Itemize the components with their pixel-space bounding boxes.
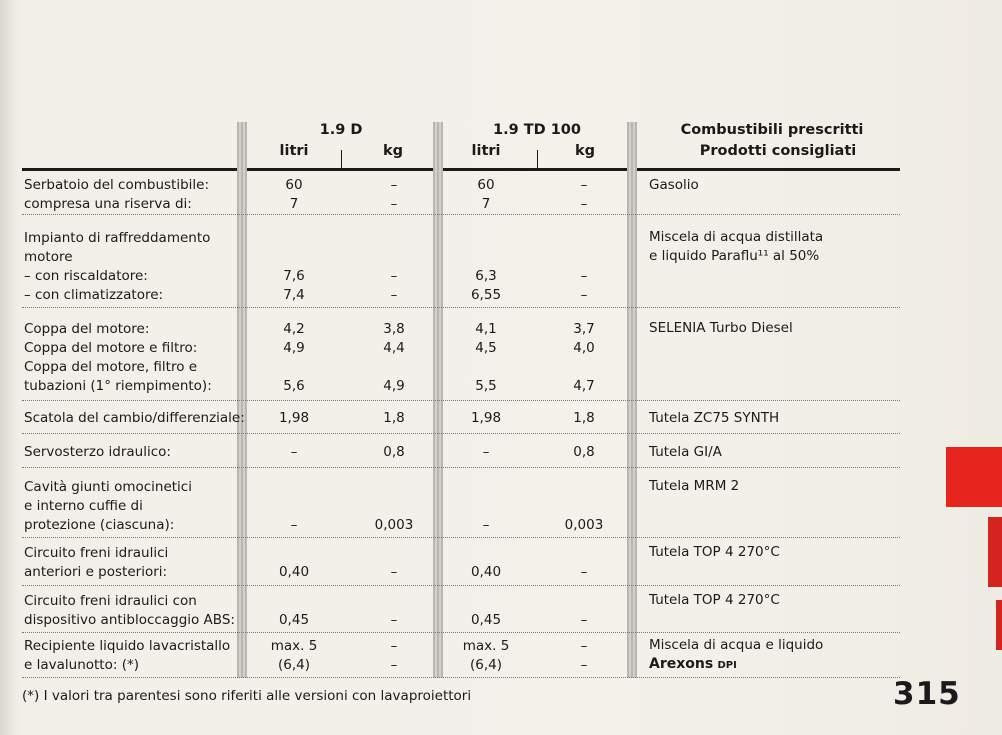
row-label: motore xyxy=(24,249,73,265)
product-text: Tutela TOP 4 270°C xyxy=(649,544,780,560)
value-td-litri: max. 5 xyxy=(462,638,510,654)
product-text: Tutela GI/A xyxy=(649,444,722,460)
row-label: anteriori e posteriori: xyxy=(24,564,168,580)
row-label: Impianto di raffreddamento xyxy=(24,230,211,246)
row-divider xyxy=(22,585,900,586)
value-d-kg: – xyxy=(390,657,398,673)
value-td-kg: – xyxy=(580,638,588,654)
header-kg-td: kg xyxy=(574,143,596,159)
value-d-kg: – xyxy=(390,196,398,212)
row-label: Circuito freni idraulici xyxy=(24,545,169,561)
row-label: Serbatoio del combustibile: xyxy=(24,177,209,193)
row-label: Recipiente liquido lavacristallo xyxy=(24,638,231,654)
value-td-kg: 3,7 xyxy=(573,321,595,337)
row-divider xyxy=(22,632,900,633)
header-combustibili: Combustibili prescritti xyxy=(680,122,864,138)
row-label: dispositivo antibloccaggio ABS: xyxy=(24,612,235,628)
value-d-kg: 4,9 xyxy=(383,378,405,394)
header-rule xyxy=(22,168,900,171)
row-label: protezione (ciascuna): xyxy=(24,517,175,533)
row-label: e lavalunotto: (*) xyxy=(24,657,139,673)
value-td-kg: – xyxy=(580,268,588,284)
row-label: tubazioni (1° riempimento): xyxy=(24,378,212,394)
value-d-litri: 5,6 xyxy=(283,378,305,394)
header-litri-td: litri xyxy=(471,143,501,159)
value-d-kg: – xyxy=(390,612,398,628)
value-td-litri: 5,5 xyxy=(475,378,497,394)
value-d-kg: 1,8 xyxy=(383,410,405,426)
product-brand-line xyxy=(649,655,737,675)
row-divider xyxy=(22,467,900,468)
value-d-litri: 0,40 xyxy=(278,564,310,580)
row-divider xyxy=(22,214,900,215)
value-td-kg: 0,003 xyxy=(564,517,604,533)
value-td-kg: – xyxy=(580,287,588,303)
row-label: – con riscaldatore: xyxy=(24,268,148,284)
value-td-litri: 1,98 xyxy=(470,410,502,426)
section-tab-marker-edge xyxy=(996,600,1002,650)
value-d-litri: 1,98 xyxy=(278,410,310,426)
product-text: Tutela TOP 4 270°C xyxy=(649,592,780,608)
header-divider-td xyxy=(537,150,538,168)
value-td-litri: 7 xyxy=(481,196,491,212)
row-label: Cavità giunti omocinetici xyxy=(24,479,192,495)
value-d-litri: 7,6 xyxy=(283,268,305,284)
product-text: Miscela di acqua e liquido xyxy=(649,637,824,653)
value-d-litri: – xyxy=(290,444,298,460)
value-d-litri: 7,4 xyxy=(283,287,305,303)
row-label: e interno cuffie di xyxy=(24,498,143,514)
value-d-kg: – xyxy=(390,177,398,193)
row-label: Coppa del motore: xyxy=(24,321,150,337)
value-td-litri: – xyxy=(482,517,490,533)
product-text: Miscela di acqua distillata xyxy=(649,229,824,245)
value-d-litri: 0,45 xyxy=(278,612,310,628)
value-d-kg: 3,8 xyxy=(383,321,405,337)
value-td-kg: – xyxy=(580,657,588,673)
arexons-brand: Arexons xyxy=(649,656,714,672)
value-td-kg: – xyxy=(580,196,588,212)
value-d-litri: (6,4) xyxy=(277,657,311,673)
section-tab-marker xyxy=(946,447,1002,507)
product-text: Gasolio xyxy=(649,177,699,193)
row-label: Coppa del motore, filtro e xyxy=(24,359,198,375)
value-d-litri: 4,2 xyxy=(283,321,305,337)
value-td-kg: 1,8 xyxy=(573,410,595,426)
footnote: (*) I valori tra parentesi sono riferiti alle versioni con lavaproiettori xyxy=(22,688,472,704)
row-label: Circuito freni idraulici con xyxy=(24,593,197,609)
header-divider-d xyxy=(341,150,342,168)
row-label: compresa una riserva di: xyxy=(24,196,192,212)
value-d-kg: – xyxy=(390,287,398,303)
value-td-kg: 4,7 xyxy=(573,378,595,394)
value-td-litri: 4,5 xyxy=(475,340,497,356)
value-td-litri: 0,40 xyxy=(470,564,502,580)
header-litri-d: litri xyxy=(279,143,309,159)
value-td-litri: 6,55 xyxy=(470,287,502,303)
header-1-9-d: 1.9 D xyxy=(319,122,363,138)
row-divider xyxy=(22,677,900,678)
value-td-kg: 4,0 xyxy=(573,340,595,356)
row-label: Coppa del motore e filtro: xyxy=(24,340,198,356)
value-d-kg: – xyxy=(390,564,398,580)
value-td-kg: 0,8 xyxy=(573,444,595,460)
value-d-litri: max. 5 xyxy=(270,638,318,654)
row-divider xyxy=(22,307,900,308)
page-number: 315 xyxy=(893,676,961,712)
row-label: Servosterzo idraulico: xyxy=(24,444,171,460)
header-kg-d: kg xyxy=(382,143,404,159)
value-d-kg: – xyxy=(390,268,398,284)
product-text: Tutela ZC75 SYNTH xyxy=(649,410,780,426)
product-text: Tutela MRM 2 xyxy=(649,478,740,494)
value-td-litri: 60 xyxy=(477,177,495,193)
arexons-brand-suffix: DPI xyxy=(717,660,737,671)
value-td-litri: – xyxy=(482,444,490,460)
value-d-litri: – xyxy=(290,517,298,533)
value-d-kg: – xyxy=(390,638,398,654)
value-d-litri: 4,9 xyxy=(283,340,305,356)
value-td-kg: – xyxy=(580,177,588,193)
value-d-litri: 7 xyxy=(289,196,299,212)
value-td-kg: – xyxy=(580,564,588,580)
value-d-litri: 60 xyxy=(285,177,303,193)
value-td-litri: (6,4) xyxy=(469,657,503,673)
value-td-litri: 6,3 xyxy=(475,268,497,284)
value-td-kg: – xyxy=(580,612,588,628)
header-prodotti: Prodotti consigliati xyxy=(699,143,857,159)
product-text: SELENIA Turbo Diesel xyxy=(649,320,793,336)
product-text: e liquido Paraflu¹¹ al 50% xyxy=(649,248,820,264)
value-td-litri: 4,1 xyxy=(475,321,497,337)
row-label: – con climatizzatore: xyxy=(24,287,164,303)
header-1-9-td-100: 1.9 TD 100 xyxy=(493,122,581,138)
value-d-kg: 0,003 xyxy=(374,517,414,533)
value-td-litri: 0,45 xyxy=(470,612,502,628)
row-divider xyxy=(22,433,900,434)
row-label: Scatola del cambio/differenziale: xyxy=(24,410,245,426)
row-divider xyxy=(22,537,900,538)
value-d-kg: 4,4 xyxy=(383,340,405,356)
value-d-kg: 0,8 xyxy=(383,444,405,460)
section-tab-marker-edge xyxy=(988,517,1002,587)
row-divider xyxy=(22,400,900,401)
